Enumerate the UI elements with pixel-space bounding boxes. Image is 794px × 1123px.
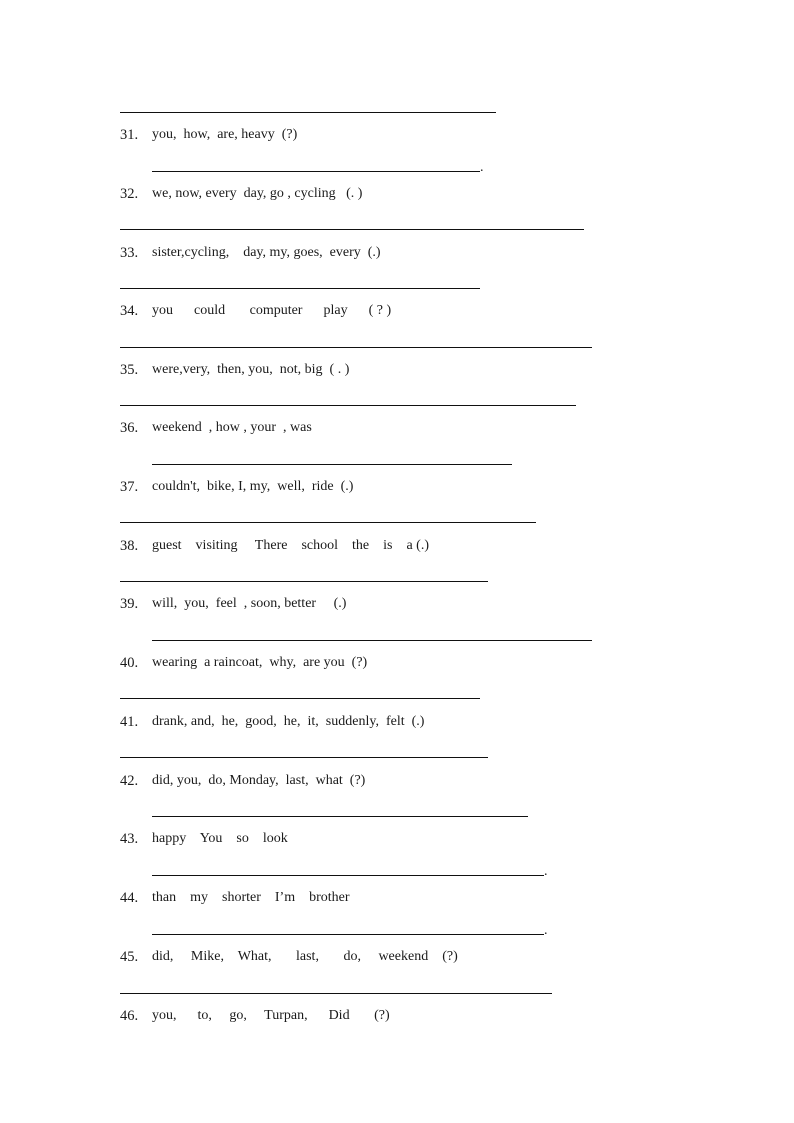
question-words: were,very, then, you, not, big ( . ) [152, 362, 350, 377]
question-words: you could computer play ( ? ) [152, 303, 392, 318]
answer-line[interactable] [152, 816, 528, 817]
question-number: 38. [120, 538, 139, 554]
question-number: 46. [120, 1008, 139, 1024]
question-words: sister,cycling, day, my, goes, every (.) [152, 245, 381, 260]
answer-period: . [480, 160, 484, 175]
question-number: 34. [120, 303, 139, 319]
question-words: wearing a raincoat, why, are you (?) [152, 655, 368, 670]
question-number: 43. [120, 831, 139, 847]
answer-period: . [544, 923, 548, 938]
answer-period: . [544, 864, 548, 879]
question-number: 35. [120, 362, 139, 378]
answer-line[interactable] [120, 522, 536, 523]
question-number: 36. [120, 420, 139, 436]
answer-line[interactable] [120, 698, 480, 699]
question-words: drank, and, he, good, he, it, suddenly, felt (.) [152, 714, 425, 729]
question-number: 40. [120, 655, 139, 671]
question-number: 42. [120, 773, 139, 789]
answer-line[interactable] [152, 934, 544, 935]
question-number: 37. [120, 479, 139, 495]
question-words: you, to, go, Turpan, Did (?) [152, 1008, 390, 1023]
question-number: 32. [120, 186, 139, 202]
answer-line[interactable] [120, 993, 552, 994]
question-number: 39. [120, 596, 139, 612]
question-words: did, you, do, Monday, last, what (?) [152, 773, 366, 788]
question-words: happy You so look [152, 831, 288, 846]
answer-line[interactable] [120, 581, 488, 582]
answer-line[interactable] [152, 171, 480, 172]
question-words: weekend , how , your , was [152, 420, 312, 435]
question-words: did, Mike, What, last, do, weekend (?) [152, 949, 458, 964]
answer-line[interactable] [120, 757, 488, 758]
question-number: 31. [120, 127, 139, 143]
question-number: 44. [120, 890, 139, 906]
question-number: 33. [120, 245, 139, 261]
question-words: we, now, every day, go , cycling (. ) [152, 186, 363, 201]
question-number: 41. [120, 714, 139, 730]
question-number: 45. [120, 949, 139, 965]
answer-line[interactable] [120, 347, 592, 348]
question-words: guest visiting There school the is a (.) [152, 538, 429, 553]
question-words: than my shorter I’m brother [152, 890, 350, 905]
answer-line[interactable] [120, 405, 576, 406]
question-words: couldn't, bike, I, my, well, ride (.) [152, 479, 354, 494]
answer-line [120, 112, 496, 113]
answer-line[interactable] [120, 288, 480, 289]
answer-line[interactable] [120, 229, 584, 230]
question-words: you, how, are, heavy (?) [152, 127, 298, 142]
question-words: will, you, feel , soon, better (.) [152, 596, 347, 611]
answer-line[interactable] [152, 640, 592, 641]
answer-line[interactable] [152, 464, 512, 465]
answer-line[interactable] [152, 875, 544, 876]
